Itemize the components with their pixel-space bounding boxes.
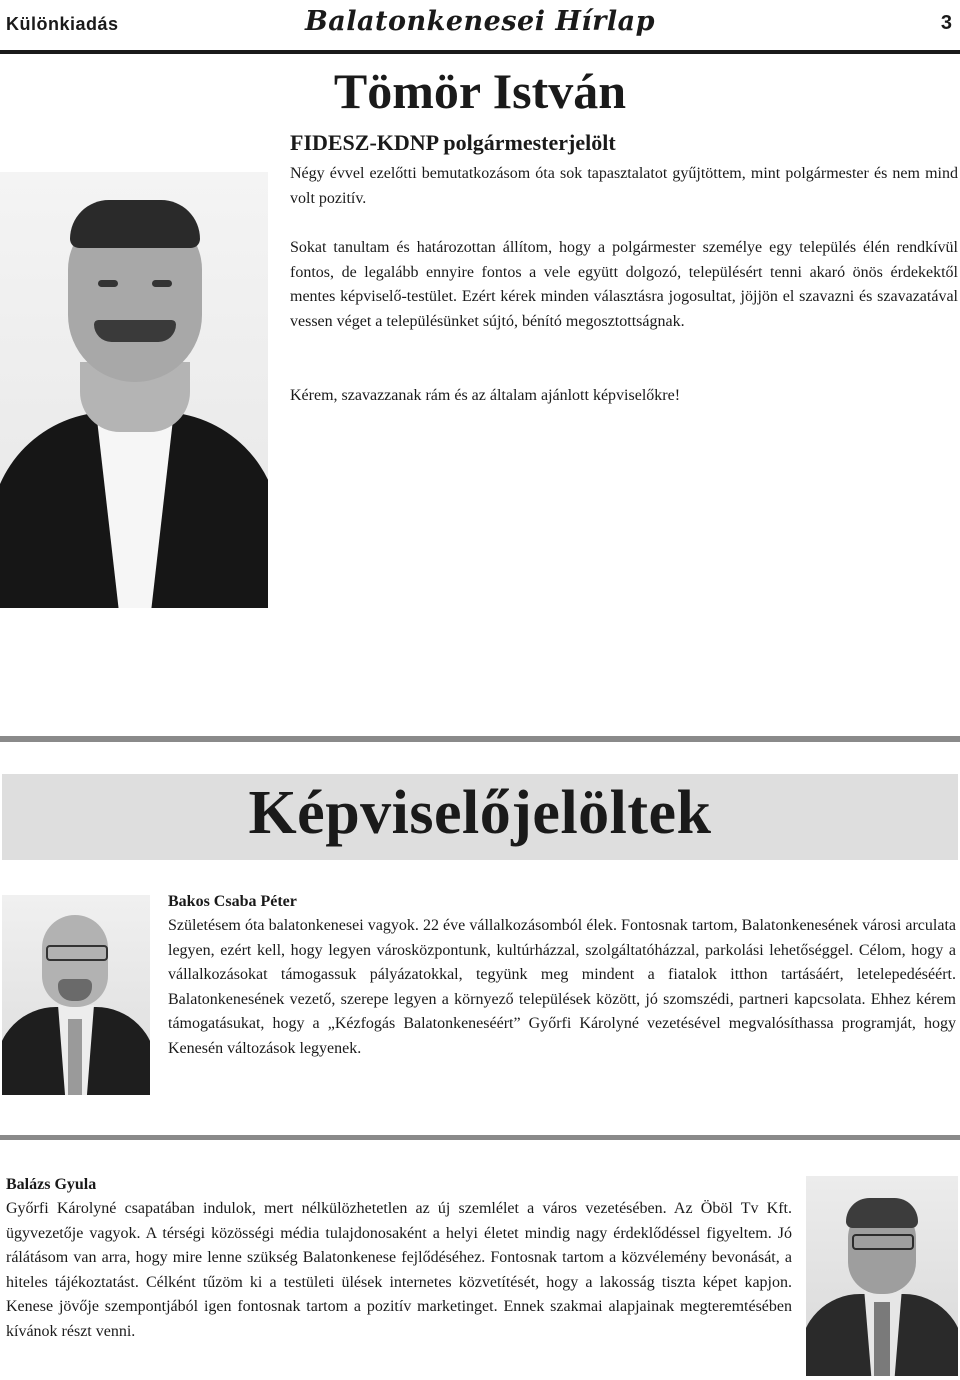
separator-rule xyxy=(0,1135,960,1140)
bakos-portrait xyxy=(2,895,150,1095)
balazs-text: Győrfi Károlyné csapatában indulok, mert nélkülözhetetlen az új szemlélet a város vezetésében. Az Öböl Tv Kft. ügyvezetője vagyok. A térségi közösségi média tulajdonosaként a helyi életet mindig nagy érdeklődéssel figyeltem. Jó rálátásom van arra, hogy mire lenne szükség Balatonkenese fejlődéséhez. Fontosnak tartom a közvélemény bevonását, a hiteles tájékoztatást. Célként tűzöm ki a testületi ülések internetes közvetítését, hogy a lakosság tiszta képet kapjon. Kenese jövője szempontjából igen fontosnak tartom a pozitív marketinget. Ennek szakmai alapjainak megteremtésében kívánok részt venni. xyxy=(6,1200,792,1340)
page-number: 3 xyxy=(940,12,952,34)
candidate-paragraph-2: Sokat tanultam és határozottan állítom, hogy a polgármester személye egy település élén rendkívül fontos, de legalább ennyire fontos a vele együtt dolgozó, településért tenni akaró önös érdekektől mentes képviselő-testület. Ezért kérek minden választásra jogosultat, jöjjön el szavazni és szavazatával vessen véget a településünket sújtó, bénító megosztottságnak. xyxy=(290,239,958,330)
section-band xyxy=(0,742,960,774)
newspaper-title: Balatonkenesei Hírlap xyxy=(304,6,656,37)
candidate-party-title: FIDESZ-KDNP polgármesterjelölt xyxy=(290,130,616,155)
candidate-name: Tömör István xyxy=(333,63,627,119)
balazs-portrait xyxy=(806,1176,958,1376)
section-title: Képviselőjelöltek xyxy=(248,779,712,847)
candidate-paragraph-3: Kérem, szavazzanak rám és az általam ajánlott képviselőkre! xyxy=(290,387,681,404)
bakos-name: Bakos Csaba Péter xyxy=(168,893,297,910)
header-rule xyxy=(0,50,960,54)
candidate-portrait xyxy=(0,172,268,608)
candidate-paragraph-1: Négy évvel ezelőtti bemutatkozásom óta sok tapasztalatot gyűjtöttem, mint polgármester és nem mind volt pozitív. xyxy=(290,165,958,207)
bakos-text: Születésem óta balatonkenesei vagyok. 22 éve vállalkozásomból élek. Fontosnak tartom, Balatonkenesének városi arculata legyen, ezért kell, hogy legyen városközpontunk, kultúrházzal, szolgáltatóházzal, parkolási lehetőséggel. Célom, hogy a vállalkozásokat támogassuk pályázatokkal, tegyünk meg mindent a fiatalok itthon tartásáért, letelepedéséért. Balatonkenesének vezető, szerepe legyen a környező települések között, jó szomszédi, partneri kapcsolata. Ehhez kérem támogatásukat, hogy a „Kézfogás Balatonkeneséért” Győrfi Károlyné vezetésével megvalósíthassa programját, hogy Kenesén változások legyenek. xyxy=(168,917,956,1057)
balazs-name: Balázs Gyula xyxy=(6,1176,97,1193)
section-label: Különkiadás xyxy=(6,14,119,34)
